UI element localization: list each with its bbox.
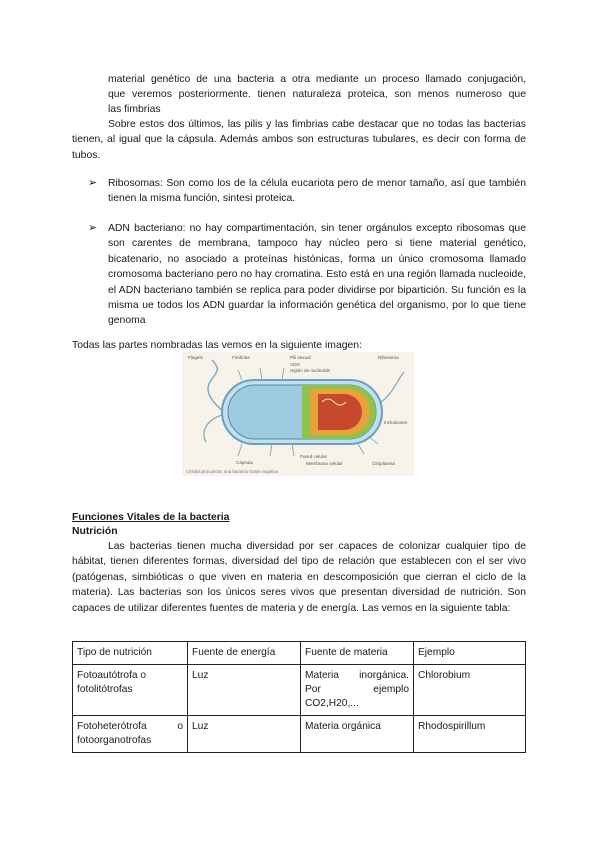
label-capsula: Cápsula [236,460,253,465]
table-header-cell: Fuente de materia [301,642,414,665]
label-adn: ADN [290,362,300,367]
label-pili: Pili sexual [290,355,311,360]
table-cell: Luz [188,665,301,716]
table-cell: Materia inorgánica. Por ejemplo CO2,H20,... [301,665,414,716]
table-header-cell: Fuente de energía [188,642,301,665]
table-row [73,716,526,753]
table-cell: Chlorobium [414,665,526,716]
label-pared: Pared celular [300,454,328,459]
table-header-cell: Ejemplo [414,642,526,665]
intro-paragraph-2: Sobre estos dos últimos, las pilis y las fimbrias cabe destacar que no todas las bacterias tienen, al igual que la cápsula. Además ambos son estructuras tubulares, es decir con forma de tubos. [72,119,526,161]
label-nucleoide: región de nucleoide [290,368,331,373]
table-cell: Rhodospirillum [414,716,526,753]
table-cell: Fotoheterótrofa o fotoorganotrofas [73,716,188,753]
bullet-arrow-icon: ➢ [88,177,98,189]
nutrition-paragraph: Las bacterias tienen mucha diversidad por ser capaces de colonizar cualquier tipo de hábitat, tienen diferentes formas, diversidad del tipo de relación que establecen con el ser vivo (patógenas, simbióticas o que viven en materia en descomposición que cierran el ciclo de la materia). Las bacterias son los únicos seres vivos que presentan diversidad de nutrición. Son capaces de utilizar diferentes fuentes de materia y de energía. Las vemos en la siguiente tabla: [72,541,526,614]
table-header-cell: Tipo de nutrición [73,642,188,665]
image-intro-text: Todas las partes nombradas las vemos en la siguiente imagen: [72,340,362,351]
table-cell: Luz [188,716,301,753]
intro-line-2: que veremos posteriormente. tienen naturaleza proteica, son menos numeroso que [108,89,526,100]
table-cell: Materia orgánica [301,716,414,753]
section-title: Funciones Vitales de la bacteria [72,512,230,523]
intro-line-3: las fimbrias [108,104,161,115]
label-flagelo: Flagelo [188,355,204,360]
bacteria-diagram [182,352,414,476]
nutrition-table [72,641,526,753]
figure-caption: Células procariota: una bacteria Gram negativa [186,469,279,474]
label-ribosoma: Ribosoma [378,355,399,360]
label-inclusiones: Inclusiones [384,420,407,425]
label-citoplasma: Citoplasma [372,461,395,466]
label-fimbrias: Fimbrias [232,355,250,360]
bullet-arrow-icon: ➢ [88,222,98,234]
label-membrana: Membrana celular [306,461,343,466]
table-cell: Fotoautótrofa o fotolitótrofas [73,665,188,716]
intro-line-1: material genético de una bacteria a otra mediante un proceso llamado conjugación, [108,74,526,85]
bullet-ribosomas: Ribosomas: Son como los de la célula eucariota pero de menor tamaño, así que también tienen la misma función, sintesi proteica. [108,178,526,205]
table-row [73,665,526,716]
subsection-title: Nutrición [72,526,118,537]
bullet-adn-bacteriano: ADN bacteriano: no hay compartimentación, sin tener orgánulos excepto ribosomas que son carentes de membrana, tampoco hay núcleo pero si tiene material genético, bicatenario, no asociado a proteínas histónicas, forma un único cromosoma llamado cromosoma bacteriano pero no hay cromatina. Esto está en una región llamada nucleoide, el ADN bacteriano también se replica para poder dividirse por bipartición. Su función es la misma ue todos los ADN guardar la información genética del organismo, por lo que tiene genoma [108,223,526,327]
table-header-row [73,642,526,665]
